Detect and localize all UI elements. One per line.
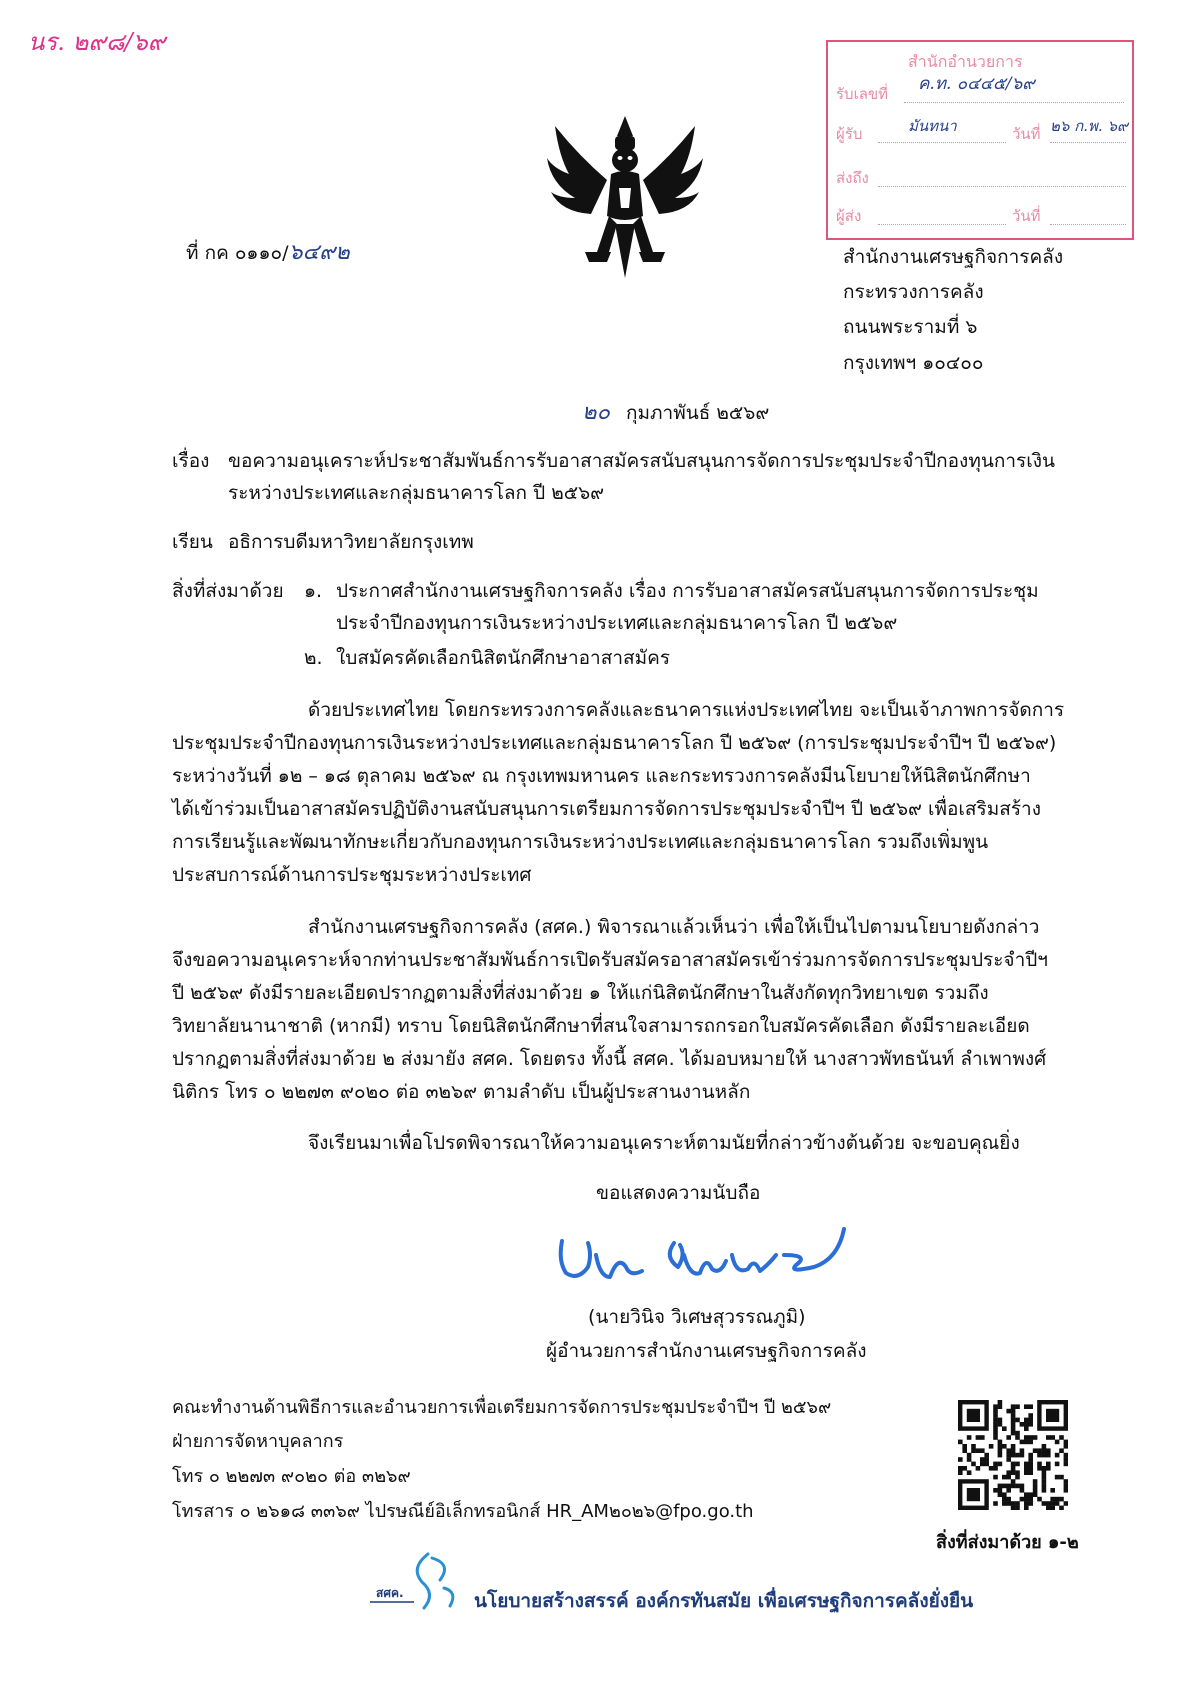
stamp-forward-label: ส่งถึง [836, 169, 869, 187]
date-day-handwritten: ๒๐ [582, 400, 610, 425]
signer-title: ผู้อำนวยการสำนักงานเศรษฐกิจการคลัง [546, 1340, 867, 1362]
paragraph-line: ระหว่างวันที่ ๑๒ – ๑๘ ตุลาคม ๒๕๖๙ ณ กรุงเทพมหานคร และกระทรวงการคลังมีนโยบายให้นิสิตนักศึกษา [172, 765, 1031, 787]
enclosure-item: ใบสมัครคัดเลือกนิสิตนักศึกษาอาสาสมัคร [336, 647, 671, 669]
stamp-title: สำนักอำนวยการ [908, 52, 1023, 71]
document-date [582, 398, 769, 428]
paragraph-line: ประสบการณ์ด้านการประชุมระหว่างประเทศ [172, 864, 532, 886]
stamp-sender-date-label: วันที่ [1012, 207, 1041, 225]
enclosures-label: สิ่งที่ส่งมาด้วย [172, 580, 284, 602]
subject-label: เรื่อง [172, 450, 210, 472]
paragraph-line: ประชุมประจำปีกองทุนการเงินระหว่างประเทศและกลุ่มธนาคารโลก ปี ๒๕๖๙ (การประชุมประจำปีฯ ปี ๒๕๖๙) [172, 732, 1057, 754]
enclosure-item: ประจำปีกองทุนการเงินระหว่างประเทศและกลุ่มธนาคารโลก ปี ๒๕๖๙ [336, 612, 898, 634]
address-line: สำนักงานเศรษฐกิจการคลัง [843, 246, 1064, 268]
stamp-receiver-value: มันทนา [908, 117, 957, 135]
address-line: กรุงเทพฯ ๑๐๔๐๐ [843, 352, 984, 374]
paragraph-line: ปี ๒๕๖๙ ดังมีรายละเอียดปรากฏตามสิ่งที่ส่งมาด้วย ๑ ให้แก่นิสิตนักศึกษาในสังกัดทุกวิทยาเขต รวมถึง [172, 982, 989, 1004]
document-number [186, 238, 350, 268]
garuda-emblem [545, 112, 705, 280]
closing-sentence: จึงเรียนมาเพื่อโปรดพิจารณาให้ความอนุเคราะห์ตามนัยที่กล่าวข้างต้นด้วย จะขอบคุณยิ่ง [308, 1132, 1020, 1154]
stamp-dotted-line [1050, 142, 1126, 143]
fpo-logo-icon [366, 1548, 486, 1614]
stamp-dotted-line [904, 102, 1124, 103]
stamp-receiver-label: ผู้รับ [836, 125, 863, 143]
signer-name: (นายวินิจ วิเศษสุวรรณภูมิ) [588, 1306, 806, 1328]
paragraph-line: ปรากฏตามสิ่งที่ส่งมาด้วย ๒ ส่งมายัง สศค. โดยตรง ทั้งนี้ สศค. ได้มอบหมายให้ นางสาวพัทธนันท์ ลำเพาพงศ์ [172, 1048, 1047, 1070]
paragraph-line: จึงขอความอนุเคราะห์จากท่านประชาสัมพันธ์การเปิดรับสมัครอาสาสมัครเข้าร่วมการจัดการประชุมประจำปีฯ [172, 949, 1048, 971]
receiving-stamp [826, 40, 1134, 240]
salutation-recipient: อธิการบดีมหาวิทยาลัยกรุงเทพ [228, 531, 474, 553]
stamp-date-label: วันที่ [1012, 125, 1041, 143]
organization-slogan: นโยบายสร้างสรรค์ องค์กรทันสมัย เพื่อเศรษฐกิจการคลังยั่งยืน [474, 1590, 974, 1612]
date-month-year: กุมภาพันธ์ ๒๕๖๙ [625, 402, 770, 424]
enclosure-item: ประกาศสำนักงานเศรษฐกิจการคลัง เรื่อง การรับอาสาสมัครสนับสนุนการจัดการประชุม [336, 580, 1039, 602]
qr-caption: สิ่งที่ส่งมาด้วย ๑-๒ [936, 1532, 1079, 1553]
stamp-sender-label: ผู้ส่ง [836, 207, 862, 225]
stamp-dotted-line [878, 224, 1006, 225]
footer-line: โทร ๐ ๒๒๗๓ ๙๐๒๐ ต่อ ๓๒๖๙ [172, 1466, 411, 1487]
subject-line: ระหว่างประเทศและกลุ่มธนาคารโลก ปี ๒๕๖๙ [228, 482, 605, 504]
stamp-receive-no-value: ค.ท. ๐๔๔๕/๖๙ [918, 74, 1035, 94]
stamp-dotted-line [878, 142, 1006, 143]
paragraph-line: สำนักงานเศรษฐกิจการคลัง (สศค.) พิจารณาแล้วเห็นว่า เพื่อให้เป็นไปตามนโยบายดังกล่าว [308, 916, 1040, 938]
paragraph-line: วิทยาลัยนานาชาติ (หากมี) ทราบ โดยนิสิตนักศึกษาที่สนใจสามารถกรอกใบสมัครคัดเลือก ดังมีรายละเอียด [172, 1015, 1030, 1037]
subject-line: ขอความอนุเคราะห์ประชาสัมพันธ์การรับอาสาสมัครสนับสนุนการจัดการประชุมประจำปีกองทุนการเงิน [228, 450, 1055, 472]
document-number-handwritten: ๖๔๙๒ [288, 240, 350, 265]
fpo-logo-text: สศค. [376, 1586, 404, 1600]
address-line: ถนนพระรามที่ ๖ [843, 316, 978, 338]
enclosure-number: ๒. [304, 647, 323, 669]
fpo-logo [366, 1548, 486, 1614]
salutation-label: เรียน [172, 531, 213, 553]
footer-line: คณะทำงานด้านพิธีการและอำนวยการเพื่อเตรียมการจัดการประชุมประจำปีฯ ปี ๒๕๖๙ [172, 1397, 832, 1418]
footer-line: ฝ่ายการจัดหาบุคลากร [172, 1431, 344, 1452]
regards: ขอแสดงความนับถือ [596, 1182, 761, 1204]
footer-line: โทรสาร ๐ ๒๖๑๘ ๓๓๖๙ ไปรษณีย์อิเล็กทรอนิกส์ HR_AM๒๐๒๖@fpo.go.th [172, 1501, 754, 1522]
paragraph-line: ด้วยประเทศไทย โดยกระทรวงการคลังและธนาคารแห่งประเทศไทย จะเป็นเจ้าภาพการจัดการ [308, 699, 1065, 721]
qr-code[interactable] [958, 1400, 1068, 1510]
enclosure-number: ๑. [304, 580, 323, 602]
stamp-dotted-line [1050, 224, 1126, 225]
corner-handwritten-note: นร. ๒๙๘/๖๙ [28, 28, 166, 56]
paragraph-line: ได้เข้าร่วมเป็นอาสาสมัครปฏิบัติงานสนับสนุนการเตรียมการจัดการประชุมประจำปีฯ ปี ๒๕๖๙ เพื่อเสริมสร้าง [172, 798, 1041, 820]
stamp-date-value: ๒๖ ก.พ. ๖๙ [1050, 117, 1128, 135]
stamp-receive-no-label: รับเลขที่ [836, 85, 889, 103]
qr-code-image [958, 1400, 1068, 1510]
paragraph-line: การเรียนรู้และพัฒนาทักษะเกี่ยวกับกองทุนการเงินระหว่างประเทศและกลุ่มธนาคารโลก รวมถึงเพิ่มพูน [172, 831, 989, 853]
address-line: กระทรวงการคลัง [843, 281, 984, 303]
handwritten-signature [548, 1215, 858, 1295]
paragraph-line: นิติกร โทร ๐ ๒๒๗๓ ๙๐๒๐ ต่อ ๓๒๖๙ ตามลำดับ เป็นผู้ประสานงานหลัก [172, 1081, 751, 1103]
document-number-prefix: ที่ กค ๐๑๑๐/ [186, 242, 289, 264]
stamp-dotted-line [878, 186, 1126, 187]
